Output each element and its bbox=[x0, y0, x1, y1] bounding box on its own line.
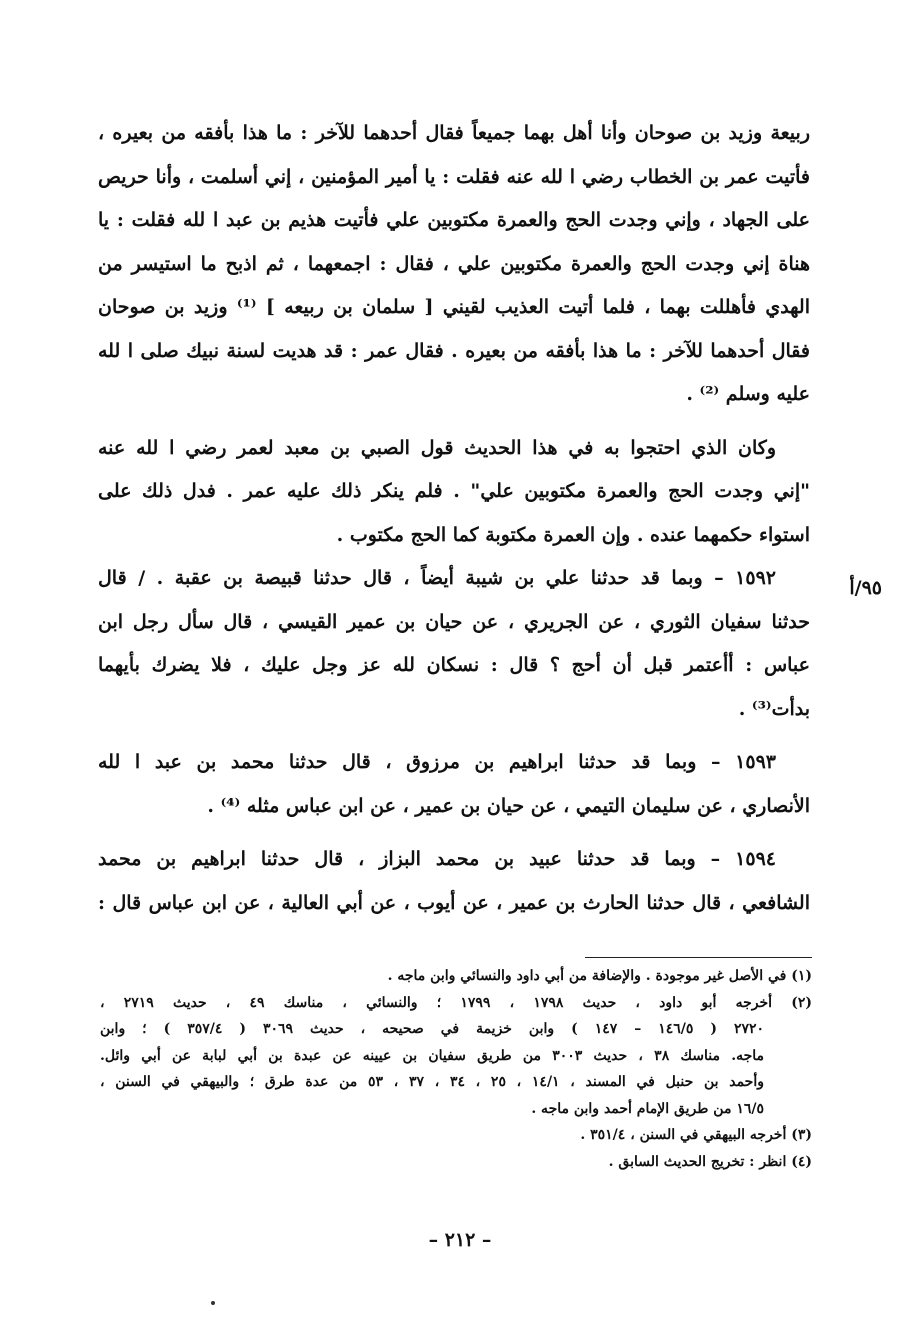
main-text bbox=[98, 112, 810, 925]
hadith-1594-line: ١٥٩٤ – وبما قد حدثنا عبيد بن محمد البزاز ، قال حدثنا ابراهيم بن محمد bbox=[98, 848, 776, 870]
text-line: عليه وسلم ⁽²⁾ . bbox=[686, 383, 810, 405]
text-line: الشافعي ، قال حدثنا الحارث بن عمير ، عن أيوب ، عن أبي العالية ، عن ابن عباس قال : bbox=[98, 891, 810, 914]
footnote-line: ماجه. مناسك ٣٨ ، حديث ٣٠٠٣ من طريق سفيان بن عيينه عن عبدة بن أبي لبابة عن أبي وائل. bbox=[100, 1047, 764, 1064]
paragraph-gap bbox=[98, 731, 810, 741]
page-number: – ٢١٢ – bbox=[428, 1229, 492, 1251]
text-line: ربيعة وزيد بن صوحان وأنا أهل بهما جميعاً فقال أحدهما للآخر : ما هذا بأفقه من بعيره ، bbox=[98, 122, 810, 144]
paragraph-gap bbox=[98, 417, 810, 427]
text-line: بدأت⁽³⁾ . bbox=[738, 697, 810, 720]
text-line: فأتيت عمر بن الخطاب رضي ا لله عنه فقلت : يا أمير المؤمنين ، إني أسلمت ، وأنا حريص bbox=[98, 165, 810, 188]
hadith-1592-line: ١٥٩٢ – وبما قد حدثنا علي بن شيبة أيضاً ، قال حدثنا قبيصة بن عقبة . / قال bbox=[98, 567, 776, 589]
text-line: وكان الذي احتجوا به في هذا الحديث قول الصبي بن معبد لعمر رضي ا لله عنه bbox=[98, 436, 776, 459]
text-line: عباس : أأعتمر قبل أن أحج ؟ قال : نسكان لله عز وجل عليك ، فلا يضرك بأيهما bbox=[98, 654, 810, 676]
footnote-line: وأحمد بن حنبل في المسند ، ١٤/١ ، ٢٥ ، ٣٤ ، ٣٧ ، ٥٣ من عدة طرق ؛ والبيهقي في السنن ، bbox=[100, 1074, 764, 1090]
footnote-line: ١٦/٥ من طريق الإمام أحمد وابن ماجه . bbox=[531, 1100, 764, 1117]
footnote-line: (٤) انظر : تخريج الحديث السابق . bbox=[608, 1153, 812, 1170]
scan-speck bbox=[211, 1301, 215, 1305]
text-line: الأنصاري ، عن سليمان التيمي ، عن حيان بن عمير ، عن ابن عباس مثله ⁽⁴⁾ . bbox=[207, 794, 810, 817]
footnote-line: ٢٧٢٠ ( ١٤٦/٥ – ١٤٧ ) وابن خزيمة في صحيحه ، حديث ٣٠٦٩ ( ٣٥٧/٤ ) ؛ وابن bbox=[100, 1021, 765, 1037]
text-line: على الجهاد ، وإني وجدت الحج والعمرة مكتوبين علي فأتيت هذيم بن عبد ا لله فقلت : يا bbox=[98, 209, 810, 231]
text-line: هناة إني وجدت الحج والعمرة مكتوبين علي ، فقال : اجمعهما ، ثم اذبح ما استيسر من bbox=[98, 252, 810, 275]
text-line: الهدي فأهللت بهما ، فلما أتيت العذيب لقيني [ سلمان بن ربيعه ] ⁽¹⁾ وزيد بن صوحان bbox=[98, 296, 810, 318]
footnotes bbox=[100, 963, 812, 1175]
hadith-1593-line: ١٥٩٣ – وبما قد حدثنا ابراهيم بن مرزوق ، قال حدثنا محمد بن عبد ا لله bbox=[98, 751, 776, 773]
footnote-line: (٢) أخرجه أبو داود ، حديث ١٧٩٨ ، ١٧٩٩ ؛ والنسائي ، مناسك ٤٩ ، حديث ٢٧١٩ ، bbox=[100, 994, 812, 1011]
footnote-line: (٣) أخرجه البيهقي في السنن ، ٣٥١/٤ . bbox=[580, 1127, 812, 1143]
footnote-separator bbox=[585, 957, 812, 958]
text-line: "إني وجدت الحج والعمرة مكتوبين علي" . فلم ينكر ذلك عليه عمر . فدل ذلك على bbox=[98, 480, 810, 502]
paragraph-gap bbox=[98, 828, 810, 838]
footnote-line: (١) في الأصل غير موجودة . والإضافة من أبي داود والنسائي وابن ماجه . bbox=[387, 968, 812, 984]
folio-marker: ٩٥/أ bbox=[849, 577, 882, 599]
text-line: فقال أحدهما للآخر : ما هذا بأفقه من بعيره . فقال عمر : قد هديت لسنة نبيك صلى ا لله bbox=[98, 339, 810, 362]
text-line: استواء حكمهما عنده . وإن العمرة مكتوبة كما الحج مكتوب . bbox=[336, 523, 810, 546]
text-line: حدثنا سفيان الثوري ، عن الجريري ، عن حيان بن عمير القيسي ، قال سأل رجل ابن bbox=[98, 610, 810, 633]
